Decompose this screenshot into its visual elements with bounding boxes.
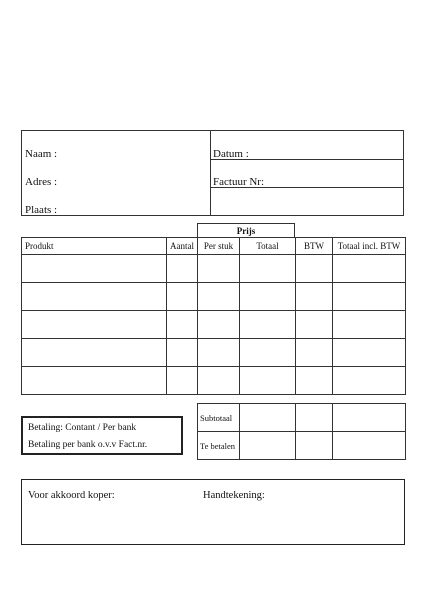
- approval-box: [21, 479, 405, 545]
- col-btw: BTW: [296, 238, 333, 255]
- cell-totaal[interactable]: [240, 255, 296, 283]
- totals-table: [197, 403, 406, 460]
- naam-label: Naam :: [25, 148, 58, 160]
- cell-totaal-incl-btw[interactable]: [333, 367, 406, 395]
- customer-info-box: [21, 130, 404, 216]
- cell-totaal-incl-btw[interactable]: [333, 311, 406, 339]
- cell-aantal[interactable]: [167, 255, 198, 283]
- col-totaal-incl-btw: Totaal incl. BTW: [333, 238, 406, 255]
- cell-produkt[interactable]: [22, 283, 167, 311]
- cell-btw[interactable]: [296, 311, 333, 339]
- te-betalen-row: [198, 432, 406, 460]
- cell-per-stuk[interactable]: [198, 311, 240, 339]
- datum-label: Datum :: [213, 148, 249, 160]
- cell-btw[interactable]: [296, 255, 333, 283]
- voor-akkoord-koper-label: Voor akkoord koper:: [28, 490, 115, 501]
- te-betalen-btw-cell[interactable]: [296, 432, 333, 460]
- cell-per-stuk[interactable]: [198, 367, 240, 395]
- cell-totaal-incl-btw[interactable]: [333, 255, 406, 283]
- cell-totaal[interactable]: [240, 311, 296, 339]
- table-row: [22, 367, 406, 395]
- subtotaal-totaal-cell[interactable]: [240, 404, 296, 432]
- te-betalen-label: Te betalen: [198, 432, 240, 460]
- cell-aantal[interactable]: [167, 367, 198, 395]
- cell-totaal[interactable]: [240, 367, 296, 395]
- col-aantal: Aantal: [167, 238, 198, 255]
- cell-aantal[interactable]: [167, 311, 198, 339]
- plaats-label: Plaats :: [25, 204, 58, 216]
- cell-per-stuk[interactable]: [198, 255, 240, 283]
- cell-produkt[interactable]: [22, 339, 167, 367]
- table-row: [22, 311, 406, 339]
- te-betalen-incl-btw-cell[interactable]: [333, 432, 406, 460]
- table-row: [22, 283, 406, 311]
- col-totaal: Totaal: [240, 238, 296, 255]
- handtekening-label: Handtekening:: [203, 490, 265, 501]
- cell-per-stuk[interactable]: [198, 339, 240, 367]
- table-row: [22, 339, 406, 367]
- col-per-stuk: Per stuk: [198, 238, 240, 255]
- cell-totaal-incl-btw[interactable]: [333, 339, 406, 367]
- factuur-nr-label: Factuur Nr:: [213, 176, 265, 188]
- cell-totaal-incl-btw[interactable]: [333, 283, 406, 311]
- subtotaal-btw-cell[interactable]: [296, 404, 333, 432]
- cell-per-stuk[interactable]: [198, 283, 240, 311]
- te-betalen-totaal-cell[interactable]: [240, 432, 296, 460]
- payment-method-line: Betaling: Contant / Per bank: [28, 423, 137, 433]
- cell-totaal[interactable]: [240, 283, 296, 311]
- cell-totaal[interactable]: [240, 339, 296, 367]
- cell-produkt[interactable]: [22, 367, 167, 395]
- cell-aantal[interactable]: [167, 283, 198, 311]
- cell-produkt[interactable]: [22, 255, 167, 283]
- subtotaal-row: [198, 404, 406, 432]
- cell-aantal[interactable]: [167, 339, 198, 367]
- subtotaal-label: Subtotaal: [198, 404, 240, 432]
- col-produkt: Produkt: [22, 238, 167, 255]
- cell-btw[interactable]: [296, 283, 333, 311]
- payment-reference-line: Betaling per bank o.v.v Fact.nr.: [28, 440, 148, 450]
- prijs-group-header: Prijs: [197, 223, 295, 238]
- header-vertical-divider: [210, 131, 211, 215]
- products-table: [21, 237, 406, 395]
- table-row: [22, 255, 406, 283]
- payment-info-box: [21, 416, 183, 455]
- adres-label: Adres :: [25, 176, 58, 188]
- cell-produkt[interactable]: [22, 311, 167, 339]
- subtotaal-incl-btw-cell[interactable]: [333, 404, 406, 432]
- products-header-row: [22, 238, 406, 255]
- cell-btw[interactable]: [296, 367, 333, 395]
- cell-btw[interactable]: [296, 339, 333, 367]
